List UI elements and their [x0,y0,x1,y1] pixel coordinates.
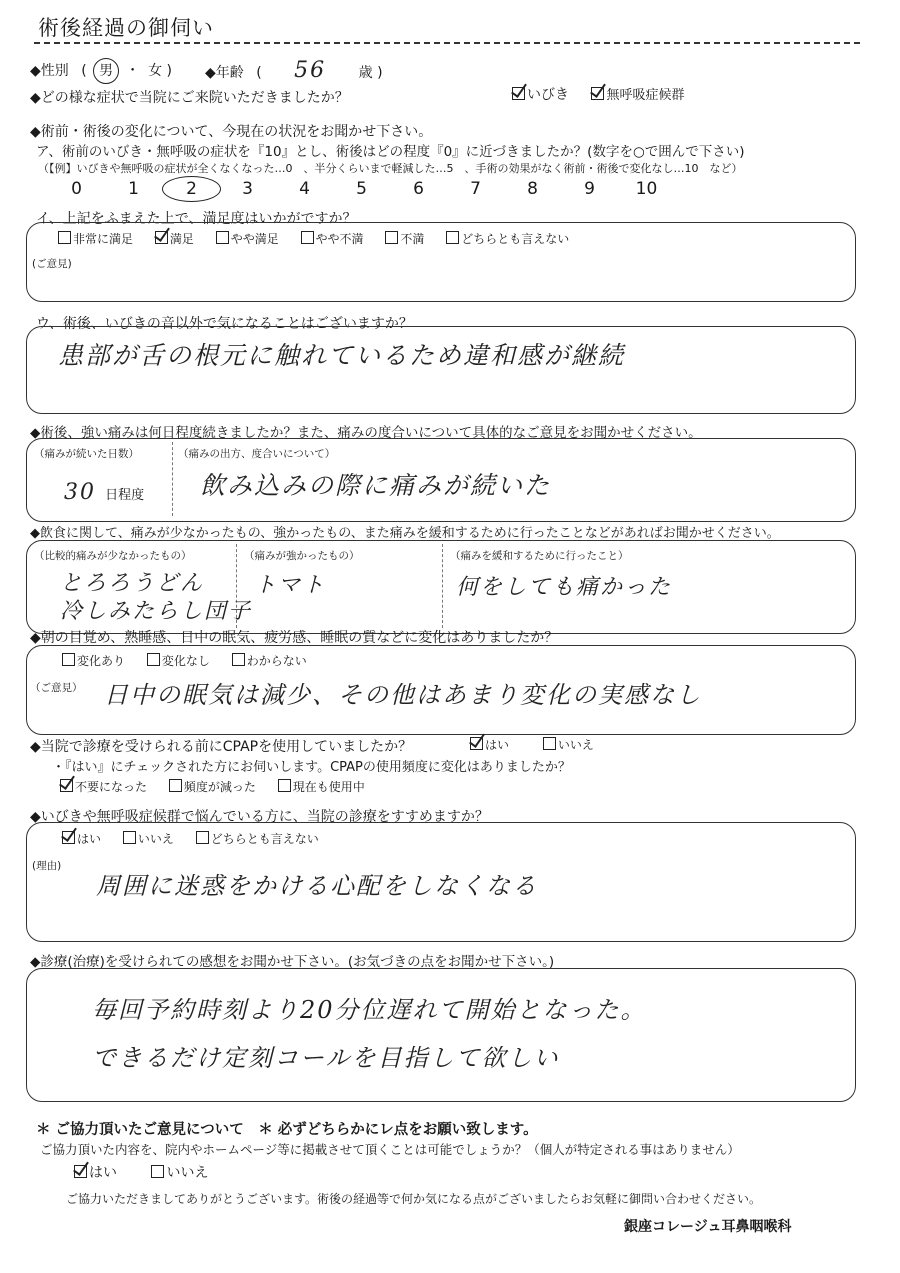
symptom-options [512,84,702,104]
cpap-follow: ・『はい』にチェックされた方にお伺いします。CPAPの使用頻度に変化はありましたか？ [52,760,571,775]
symptom-apnea-label: 無呼吸症候群 [606,88,685,103]
age-row: ◆年齢 ( 56 歳 ) [205,58,383,83]
scale-2-circled[interactable]: 2 [162,176,219,202]
cpap-yes-checkbox[interactable] [470,737,483,750]
recommend-no-checkbox[interactable] [123,831,136,844]
gender-label: ◆性別 [30,63,69,79]
page-title: 術後経過の御伺い [38,16,214,40]
food-strong-label: （痛みが強かったもの） [244,550,360,562]
food-less-answer-2[interactable]: 冷しみたらし団子 [60,599,253,624]
recommend-yes-label: はい [77,832,102,846]
satisfaction-question: イ、上記をふまえた上で、満足度はいかがですか？ [36,211,357,227]
change-question: ◆術前・術後の変化について、今現在の状況をお聞かせ下さい。 [30,124,433,140]
impression-box [26,968,856,1102]
morning-question: ◆朝の目覚め、熟睡感、日中の眠気、疲労感、睡眠の質などに変化はありましたか？ [30,630,559,646]
morning-options [62,652,325,669]
change-scale [48,176,675,202]
recommend-options [62,830,337,847]
recommend-yes-checkbox[interactable] [62,831,75,844]
recommend-reason-label: (理由) [32,860,62,872]
pain-days-value[interactable]: 30 [64,480,96,505]
sat-slightly-unsat-label: やや不満 [315,232,364,246]
morning-unknown-label: わからない [246,654,307,668]
pain-days-unit: 日程度 [105,488,145,503]
symptom-question: ◆どの様な症状で当院にご来院いただきましたか？ [30,90,349,106]
pain-detail-answer[interactable]: 飲み込みの際に痛みが続いた [200,471,552,500]
change-example: （【例】いびきや無呼吸の症状が全くなくなった…0 、半分くらいまで軽減した…5 、手術の効果がなく術前・術後で変化なし…10 など） [38,162,743,175]
satisfaction-opinion-label: (ご意見) [32,258,72,270]
scale-6[interactable]: 6 [413,179,424,199]
sat-unsat-label: 不満 [400,232,425,246]
other-question: ウ、術後、いびきの音以外で気になることはございますか？ [36,316,413,332]
pain-question: ◆術後、強い痛みは何日程度続きましたか？また、痛みの度合いについて具体的なご意見をお聞かせください。 [30,425,702,441]
scale-1[interactable]: 1 [128,179,139,199]
impression-answer-1[interactable]: 毎回予約時刻より20分位遅れて開始となった。 [92,996,647,1024]
pain-days-label: （痛みが続いた日数） [34,448,139,460]
change-sub-a: ア、術前のいびき・無呼吸の症状を『10』とし、術後はどの程度『0』に近づきましたか？(数字を○で囲んで下さい) [36,144,745,160]
recommend-answer[interactable]: 周囲に迷惑をかける心配をしなくなる [96,872,538,900]
consent-yes-checkbox[interactable] [74,1165,87,1178]
cpap-notneeded-checkbox[interactable] [60,779,73,792]
cpap-no-checkbox[interactable] [543,737,556,750]
cpap-reduced-checkbox[interactable] [169,779,182,792]
recommend-no-label: いいえ [137,832,174,846]
sat-unsat-checkbox[interactable] [385,231,398,244]
pain-days [64,480,144,505]
cpap-follow-options [60,778,383,795]
scale-3[interactable]: 3 [242,179,253,199]
consent-options [74,1162,226,1182]
consent-no-label: いいえ [166,1165,209,1181]
age-value[interactable]: 56 [294,58,327,83]
food-relief-answer[interactable]: 何をしても痛かった [456,575,673,600]
impression-answer-2[interactable]: できるだけ定刻コールを目指して欲しい [92,1044,560,1072]
other-answer[interactable]: 患部が舌の根元に触れているため違和感が継続 [58,341,626,370]
sat-very-label: 非常に満足 [73,232,134,246]
morning-changed-checkbox[interactable] [62,653,75,666]
scale-8[interactable]: 8 [527,179,538,199]
cpap-options [470,736,612,753]
food-strong-answer[interactable]: トマト [254,573,327,598]
sat-slightly-unsat-checkbox[interactable] [301,231,314,244]
pain-detail-label: （痛みの出方、度合いについて） [178,448,336,460]
sat-somewhat-checkbox[interactable] [216,231,229,244]
symptom-apnea-checkbox[interactable] [591,87,604,100]
sat-satisfied-checkbox[interactable] [155,231,168,244]
gender-male-circled[interactable]: 男 [93,58,119,84]
scale-5[interactable]: 5 [356,179,367,199]
impression-question: ◆診療(治療)を受けられての感想をお聞かせ下さい。(お気づきの点をお聞かせ下さい。) [30,954,555,970]
thanks-text: ご協力いただきましてありがとうございます。術後の経過等で何か気になる点がございましたらお気軽に御問い合わせください。 [66,1192,762,1206]
cpap-still-label: 現在も使用中 [292,780,365,794]
consent-yes-label: はい [89,1165,117,1181]
morning-changed-label: 変化あり [77,654,126,668]
gender-row: ◆性別 ( 男 ・ 女 ) [30,58,172,84]
satisfaction-options [58,230,587,247]
pain-divider [172,442,173,516]
sat-neither-label: どちらとも言えない [461,232,570,246]
scale-9[interactable]: 9 [584,179,595,199]
sat-very-checkbox[interactable] [58,231,71,244]
cpap-notneeded-label: 不要になった [75,780,148,794]
cpap-no-label: いいえ [557,738,594,752]
sat-satisfied-label: 満足 [169,232,194,246]
morning-nochange-checkbox[interactable] [147,653,160,666]
symptom-snoring-checkbox[interactable] [512,87,525,100]
clinic-name: 銀座コレージュ耳鼻咽喉科 [624,1219,792,1235]
food-divider-2 [442,544,443,628]
age-unit: 歳 [358,65,373,81]
cpap-yes-label: はい [485,738,510,752]
morning-answer[interactable]: 日中の眠気は減少、その他はあまり変化の実感なし [104,681,702,709]
food-less-label: （比較的痛みが少なかったもの） [34,550,192,562]
scale-4[interactable]: 4 [299,179,310,199]
sat-neither-checkbox[interactable] [446,231,459,244]
morning-unknown-checkbox[interactable] [232,653,245,666]
recommend-neither-label: どちらとも言えない [210,832,319,846]
gender-female[interactable]: 女 [148,63,163,79]
scale-10[interactable]: 10 [635,179,658,199]
food-less-answer-1[interactable]: とろろうどん [60,571,205,596]
food-relief-label: （痛みを緩和するために行ったこと） [450,550,629,562]
food-question: ◆飲食に関して、痛みが少なかったもの、強かったもの、また痛みを緩和するために行ったことなどがあればお聞かせください。 [30,526,780,541]
gender-sep: ・ [125,63,140,79]
scale-7[interactable]: 7 [470,179,481,199]
age-label: ◆年齢 [205,65,244,81]
consent-no-checkbox[interactable] [151,1165,164,1178]
recommend-neither-checkbox[interactable] [196,831,209,844]
consent-heading: ＊ ご協力頂いたご意見について ＊ 必ずどちらかにレ点をお願い致します。 [36,1122,538,1138]
sat-somewhat-label: やや満足 [230,232,279,246]
recommend-question: ◆いびきや無呼吸症候群で悩んでいる方に、当院の診療をすすめますか？ [30,809,489,825]
title-underline [34,42,860,44]
morning-nochange-label: 変化なし [161,654,210,668]
cpap-reduced-label: 頻度が減った [183,780,256,794]
cpap-still-checkbox[interactable] [278,779,291,792]
morning-opinion-label: （ご意見） [30,682,83,694]
consent-question: ご協力頂いた内容を、院内やホームページ等に掲載させて頂くことは可能でしょうか？（個人が特定される事はありません） [40,1142,740,1157]
symptom-snoring-label: いびき [527,87,569,103]
scale-0[interactable]: 0 [71,179,82,199]
cpap-question: ◆当院で診療を受けられる前にCPAPを使用していましたか？ [30,739,413,755]
